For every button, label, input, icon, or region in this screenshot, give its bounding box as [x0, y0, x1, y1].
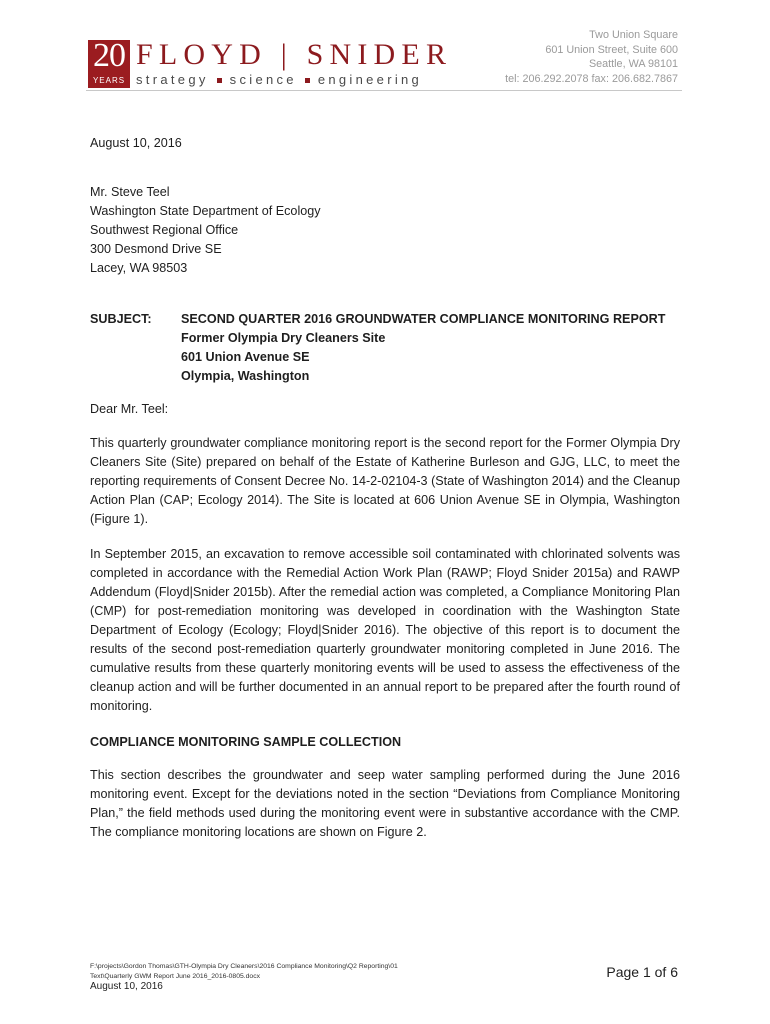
- recipient-street: 300 Desmond Drive SE: [90, 242, 222, 256]
- footer-file-path: F:\projects\Gordon Thomas\GTH-Olympia Dry Cleaners\2016 Compliance Monitoring\Q2 Reporting\01 Text\Quarterly GWM Report June 2016_2016-0805.docx: [90, 963, 398, 980]
- badge-years: YEARS: [92, 76, 126, 85]
- badge-number: 20: [93, 37, 125, 74]
- address-line: 601 Union Street, Suite 600: [545, 43, 678, 56]
- recipient-address: [90, 183, 321, 278]
- body-paragraph: This quarterly groundwater compliance monitoring report is the second report for the Former Olympia Dry Cleaners Site (Site) prepared on behalf of the Estate of Katherine Burleson and GJG, LLC, to meet the reporting requirements of Consent Decree No. 14-2-02104-3 (State of Washington 2014) and the Cleanup Action Plan (CAP; Ecology 2014). The Site is located at 606 Union Avenue SE in Olympia, Washington (Figure 1).: [90, 436, 680, 526]
- body-paragraph: This section describes the groundwater and seep water sampling performed during the June 2016 monitoring event. Except for the deviations noted in the section “Deviations from Compliance Monitoring Plan,” the field methods used during the monitoring event were in substantive accordance with the CMP. The compliance monitoring locations are shown on Figure 2.: [90, 768, 680, 839]
- recipient-name: Mr. Steve Teel: [90, 185, 170, 199]
- page-number: Page 1 of 6: [606, 964, 678, 980]
- tagline-strategy: strategy: [136, 72, 209, 87]
- subject-street: 601 Union Avenue SE: [181, 350, 310, 364]
- recipient-office: Southwest Regional Office: [90, 223, 239, 237]
- subject-lines: [181, 310, 665, 386]
- tagline-engineering: engineering: [317, 72, 423, 87]
- letter-date: August 10, 2016: [90, 136, 182, 150]
- anniversary-badge: [88, 37, 130, 88]
- firm-address: [505, 28, 678, 86]
- address-line: Two Union Square: [589, 29, 678, 41]
- square-bullet-icon: [305, 78, 310, 83]
- body-paragraph: In September 2015, an excavation to remove accessible soil contaminated with chlorinated solvents was completed in accordance with the Remedial Action Work Plan (RAWP; Floyd Snider 2015a) and RAWP Addendum (Floyd|Snider 2015b). After the remedial action was completed, a Compliance Monitoring Plan (CMP) for post-remediation monitoring was developed in coordination with the Washington State Department of Ecology (Ecology; Floyd|Snider 2016). The objective of this report is to document the results of the second post-remediation quarterly groundwater monitoring completed in June 2016. The cumulative results from these quarterly monitoring events will be used to assess the effectiveness of the cleanup action and will be further documented in an annual report to be prepared after the fourth round of monitoring.: [90, 547, 680, 713]
- company-logo: [88, 37, 453, 88]
- contact-line: tel: 206.292.2078 fax: 206.682.7867: [505, 72, 678, 85]
- header-divider: [86, 90, 682, 91]
- firm-tagline: [136, 72, 422, 88]
- tagline-science: science: [229, 72, 297, 87]
- recipient-organization: Washington State Department of Ecology: [90, 204, 321, 218]
- firm-name: FLOYD | SNIDER: [136, 38, 453, 71]
- subject-site: Former Olympia Dry Cleaners Site: [181, 331, 386, 345]
- square-bullet-icon: [217, 78, 222, 83]
- salutation: Dear Mr. Teel:: [90, 402, 169, 416]
- subject-title: SECOND QUARTER 2016 GROUNDWATER COMPLIANCE MONITORING REPORT: [181, 312, 666, 326]
- subject-city: Olympia, Washington: [181, 369, 310, 383]
- address-line: Seattle, WA 98101: [588, 58, 678, 70]
- section-heading: COMPLIANCE MONITORING SAMPLE COLLECTION: [90, 735, 402, 749]
- footer-date: August 10, 2016: [90, 981, 163, 992]
- subject-label: SUBJECT:: [90, 312, 152, 326]
- recipient-city: Lacey, WA 98503: [90, 261, 188, 275]
